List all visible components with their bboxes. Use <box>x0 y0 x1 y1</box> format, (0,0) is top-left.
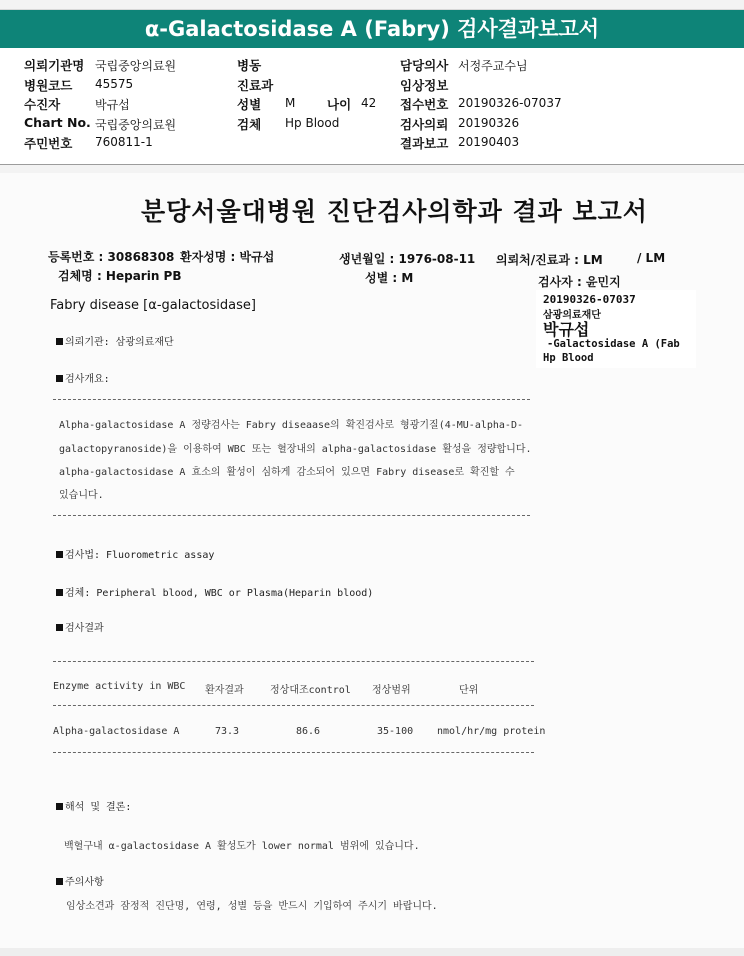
bullet-square-icon <box>56 803 63 810</box>
bottom-margin <box>0 948 744 956</box>
header-label: 검사의뢰 <box>400 117 449 132</box>
overview-line: Alpha-galactosidase A 정량검사는 Fabry diseaase의 확진검사로 형광기질(4-MU-alpha-D- <box>59 420 523 431</box>
bullet-square-icon <box>56 624 63 631</box>
dashed-divider <box>53 705 534 706</box>
section-gap <box>0 165 744 173</box>
test-name: Fabry disease [α-galactosidase] <box>50 298 256 313</box>
dashed-divider <box>53 399 530 400</box>
header-label: 결과보고 <box>400 136 449 151</box>
bullet-square-icon <box>56 589 63 596</box>
header-value: Hp Blood <box>285 116 340 130</box>
bullet-square-icon <box>56 338 63 345</box>
header-value: 서정주교수님 <box>458 59 528 73</box>
header-label: 의뢰기관명 <box>24 58 85 73</box>
notes-title <box>56 873 104 888</box>
header-label: 주민번호 <box>24 136 73 151</box>
table-cell-control: 86.6 <box>296 726 321 737</box>
header-label: 진료과 <box>237 78 274 93</box>
header-value: M <box>285 96 296 110</box>
header-value: 45575 <box>95 77 134 91</box>
overview-title <box>56 370 110 385</box>
referring-dept-2: / LM <box>637 251 666 265</box>
registration-number: 등록번호 : 30868308 <box>48 250 175 264</box>
header-label: 접수번호 <box>400 97 449 112</box>
dashed-divider <box>53 752 534 753</box>
header-row <box>24 56 84 74</box>
dashed-divider <box>53 661 534 662</box>
result-title-text: 검사결과 <box>65 623 104 634</box>
institution-line <box>56 333 174 348</box>
header-label: 수진자 <box>24 97 61 112</box>
bullet-square-icon <box>56 375 63 382</box>
bullet-square-icon <box>56 878 63 885</box>
label-accession: 20190326-07037 <box>543 293 636 306</box>
label-patient-name: 박규섭 <box>543 320 590 339</box>
header-label: 나이 <box>327 97 352 112</box>
table-cell-unit: nmol/hr/mg protein <box>437 726 546 737</box>
header-value: 42 <box>361 96 377 110</box>
overview-title-text: 검사개요: <box>65 374 110 385</box>
header-label: Chart No. <box>24 115 91 130</box>
patient-sex: 성별 : M <box>365 271 414 285</box>
header-label: 임상정보 <box>400 78 449 93</box>
table-header-unit: 단위 <box>459 685 479 696</box>
header-label: 담당의사 <box>400 58 449 73</box>
birth-date: 생년월일 : 1976-08-11 <box>339 252 476 266</box>
window-top-bar <box>0 0 744 10</box>
header-value: 20190403 <box>458 135 520 149</box>
overview-line: 있습니다. <box>59 490 104 501</box>
table-header-control: 정상대조control <box>270 685 351 696</box>
method-text: 검사법: Fluorometric assay <box>65 550 215 561</box>
referring-dept: 의뢰처/진료과 : LM <box>496 253 603 267</box>
institution-text: 의뢰기관: 삼광의료재단 <box>65 337 174 348</box>
dashed-divider <box>53 515 530 516</box>
label-test: -Galactosidase A (Fab <box>547 338 680 350</box>
tester-name: 검사자 : 윤민지 <box>538 275 621 289</box>
table-header-enzyme: Enzyme activity in WBC <box>53 681 186 692</box>
interpretation-title-text: 해석 및 결론: <box>65 802 132 813</box>
header-value: 박규섭 <box>95 98 130 112</box>
method-line <box>56 546 214 561</box>
table-cell-range: 35-100 <box>377 726 414 737</box>
label-lab-name: 삼광의료재단 <box>543 310 601 321</box>
table-header-patient: 환자결과 <box>205 685 244 696</box>
header-value: 국립중앙의료원 <box>95 59 177 73</box>
report-title: α-Galactosidase A (Fabry) 검사결과보고서 <box>0 10 744 48</box>
header-label: 성별 <box>237 97 262 112</box>
header-label: 검체 <box>237 117 262 132</box>
specimen-name: 검체명 : Heparin PB <box>58 269 182 283</box>
interpretation-title <box>56 798 131 813</box>
overview-line: galactopyranoside)을 이용하여 WBC 또는 혈장내의 alpha-galactosidase 활성을 정량합니다. <box>59 444 532 455</box>
label-specimen: Hp Blood <box>543 352 594 364</box>
table-cell-patient: 73.3 <box>215 726 240 737</box>
header-label: 병원코드 <box>24 78 73 93</box>
sample-text: 검체: Peripheral blood, WBC or Plasma(Heparin blood) <box>65 588 374 599</box>
patient-name: 환자성명 : 박규섭 <box>180 250 275 264</box>
bullet-square-icon <box>56 551 63 558</box>
table-cell-enzyme: Alpha-galactosidase A <box>53 726 180 737</box>
notes-title-text: 주의사항 <box>65 877 104 888</box>
header-value: 760811-1 <box>95 135 153 149</box>
header-label: 병동 <box>237 58 262 73</box>
report-heading: 분당서울대병원 진단검사의학과 결과 보고서 <box>141 197 648 226</box>
header-value: 20190326-07037 <box>458 96 562 110</box>
result-title <box>56 619 104 634</box>
sample-line <box>56 584 373 599</box>
header-value: 국립중앙의료원 <box>95 118 177 132</box>
interpretation-text: 백혈구내 α-galactosidase A 활성도가 lower normal 범위에 있습니다. <box>64 841 420 852</box>
table-header-range: 정상범위 <box>372 685 411 696</box>
header-value: 20190326 <box>458 116 520 130</box>
notes-text: 임상소견과 잠정적 진단명, 연령, 성별 등을 반드시 기입하여 주시기 바랍니다. <box>66 901 438 912</box>
overview-line: alpha-galactosidase A 효소의 활성이 심하게 감소되어 있으면 Fabry disease로 확진할 수 <box>59 467 515 478</box>
